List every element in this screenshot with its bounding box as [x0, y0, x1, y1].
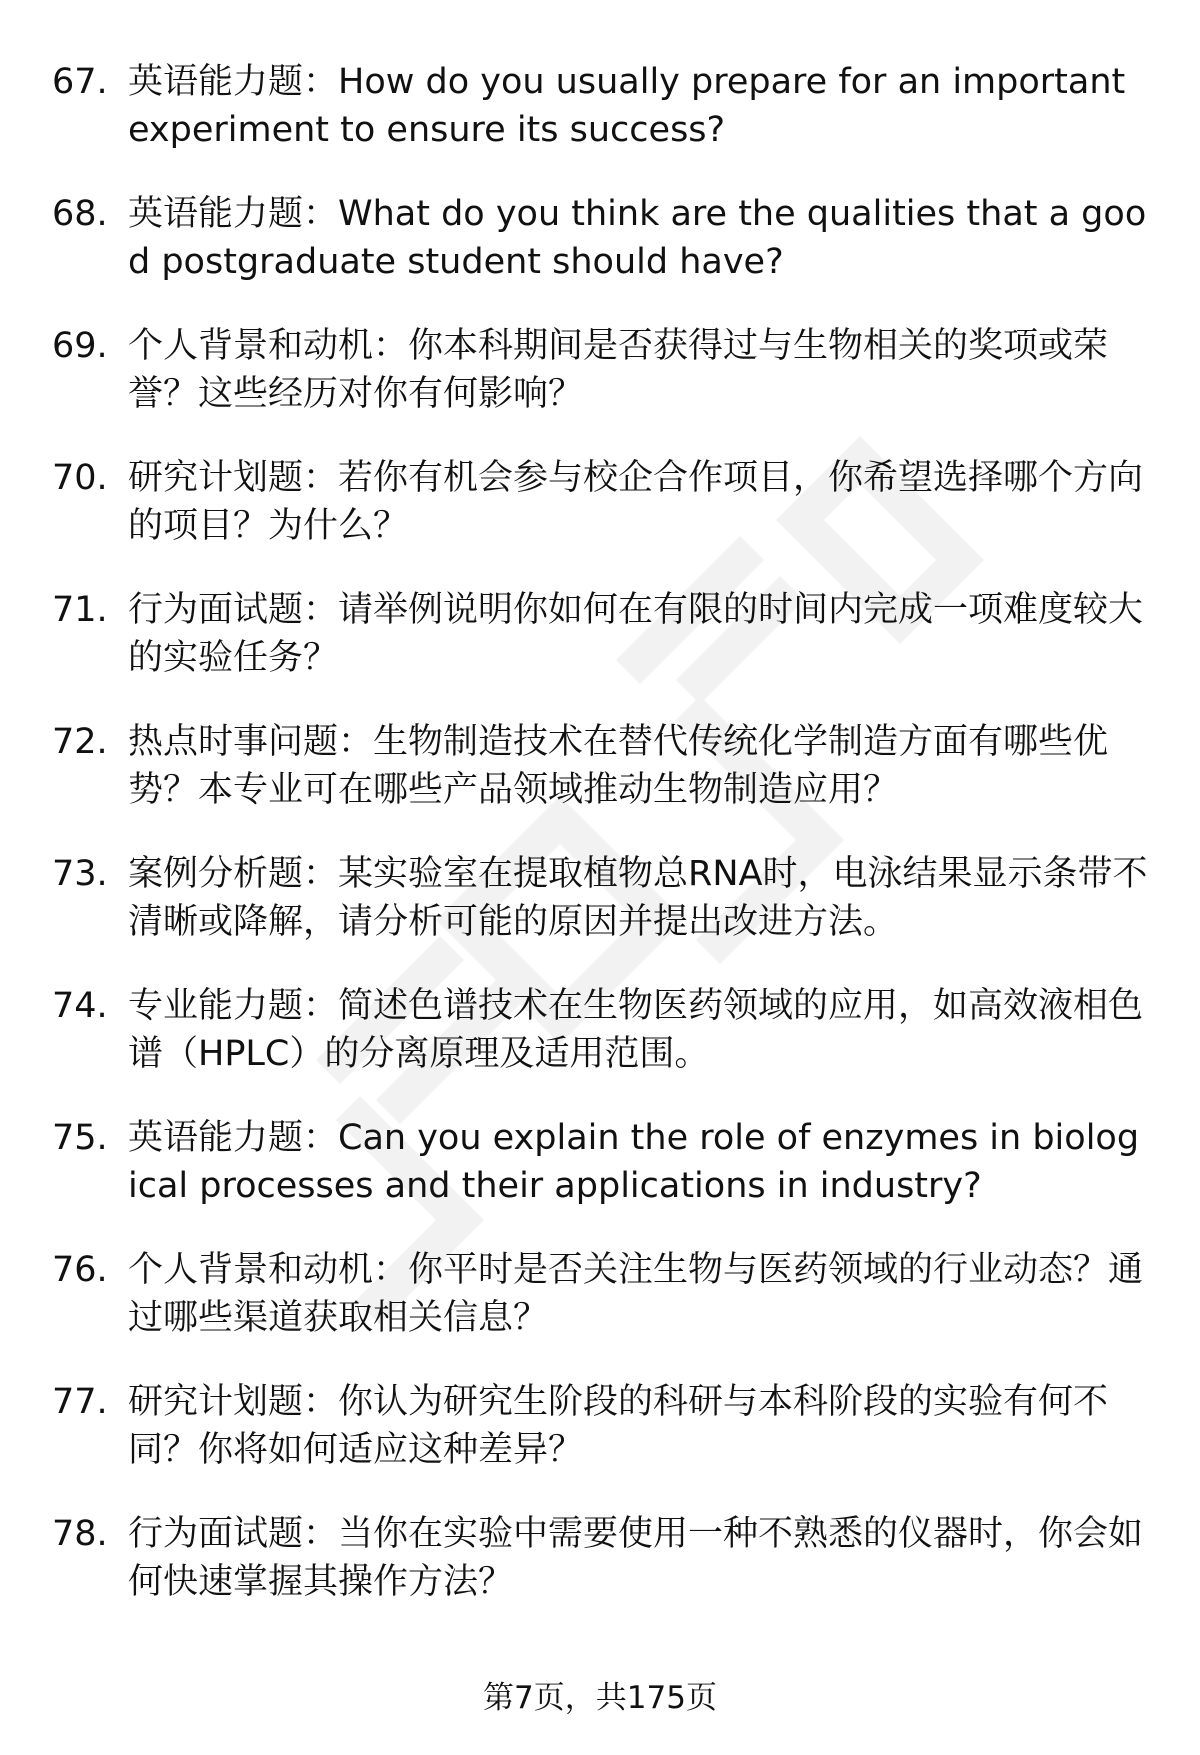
question-number: 72. [52, 722, 108, 762]
question-text: 英语能力题：Can you explain the role of enzymes in biological processes and their applications in industry? [128, 1118, 1140, 1206]
question-item [0, 1246, 1200, 1378]
question-text: 英语能力题：What do you think are the qualities that a good postgraduate student should have? [128, 194, 1147, 282]
question-text: 英语能力题：How do you usually prepare for an important experiment to ensure its success? [128, 62, 1126, 150]
question-text: 专业能力题：简述色谱技术在生物医药领域的应用，如高效液相色谱（HPLC）的分离原理及适用范围。 [128, 986, 1144, 1074]
question-text: 行为面试题：请举例说明你如何在有限的时间内完成一项难度较大的实验任务？ [128, 590, 1144, 678]
question-item [0, 1510, 1200, 1642]
question-number: 69. [52, 326, 108, 366]
question-text: 热点时事问题：生物制造技术在替代传统化学制造方面有哪些优势？本专业可在哪些产品领域推动生物制造应用？ [128, 722, 1109, 810]
question-text: 行为面试题：当你在实验中需要使用一种不熟悉的仪器时，你会如何快速掌握其操作方法？ [128, 1514, 1144, 1602]
question-text: 个人背景和动机：你平时是否关注生物与医药领域的行业动态？通过哪些渠道获取相关信息？ [128, 1250, 1144, 1338]
question-number: 68. [52, 194, 108, 234]
question-text: 个人背景和动机：你本科期间是否获得过与生物相关的奖项或荣誉？这些经历对你有何影响？ [128, 326, 1109, 414]
question-item [0, 850, 1200, 982]
question-item [0, 58, 1200, 190]
question-number: 70. [52, 458, 108, 498]
page-footer: 第7页，共175页 [483, 1680, 717, 1716]
question-text: 研究计划题：若你有机会参与校企合作项目，你希望选择哪个方向的项目？为什么？ [128, 458, 1144, 546]
question-number: 74. [52, 986, 108, 1026]
question-item [0, 1114, 1200, 1246]
question-number: 77. [52, 1382, 108, 1422]
question-item [0, 718, 1200, 850]
question-list [0, 58, 1200, 1642]
question-item [0, 322, 1200, 454]
question-text: 案例分析题：某实验室在提取植物总RNA时，电泳结果显示条带不清晰或降解，请分析可能的原因并提出改进方法。 [128, 854, 1148, 942]
question-number: 78. [52, 1514, 108, 1554]
question-number: 71. [52, 590, 108, 630]
question-number: 75. [52, 1118, 108, 1158]
question-item [0, 190, 1200, 322]
question-number: 67. [52, 62, 108, 102]
question-number: 76. [52, 1250, 108, 1290]
question-item [0, 1378, 1200, 1510]
question-item [0, 982, 1200, 1114]
question-item [0, 454, 1200, 586]
question-text: 研究计划题：你认为研究生阶段的科研与本科阶段的实验有何不同？你将如何适应这种差异？ [128, 1382, 1109, 1470]
question-number: 73. [52, 854, 108, 894]
question-item [0, 586, 1200, 718]
